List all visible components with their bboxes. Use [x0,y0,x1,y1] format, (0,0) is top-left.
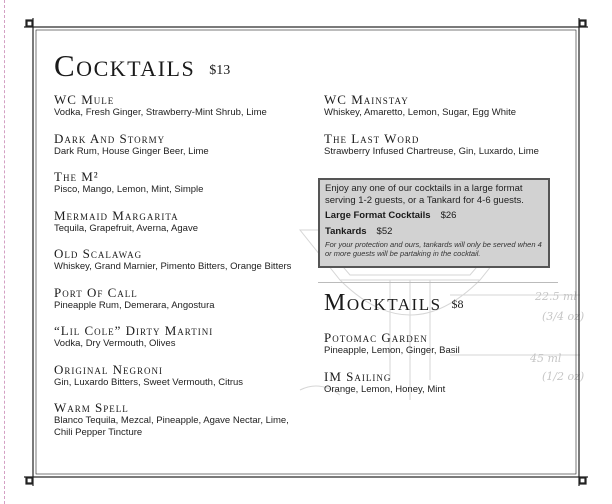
item-description: Gin, Luxardo Bitters, Sweet Vermouth, Citrus [54,376,244,388]
menu-item [324,92,564,119]
item-description: Pineapple, Lemon, Ginger, Basil [324,345,460,356]
menu-item [324,369,564,396]
item-name: Old Scalawag [54,246,143,261]
item-name: The M² [54,169,99,184]
item-description: Whiskey, Amaretto, Lemon, Sugar, Egg White [324,107,517,118]
menu-item [324,330,564,357]
watermark-label-3: 45 ml [530,352,562,365]
menu-item [324,131,564,158]
item-name: WC Mainstay [324,92,409,107]
large-format-label: Large Format Cocktails [325,210,431,221]
item-description: Blanco Tequila, Mezcal, Pineapple, Agave Nectar, Lime, Chili Pepper Tincture [54,415,289,438]
cocktails-title: Cocktails [54,48,196,83]
item-description: Whiskey, Grand Marnier, Pimento Bitters, Orange Bitters [54,261,292,272]
item-name: WC Mule [54,92,115,107]
item-description: Dark Rum, House Ginger Beer, Lime [54,145,209,157]
left-margin-rule [4,0,5,504]
item-name: Port Of Call [54,284,138,300]
menu-item [54,92,294,119]
item-description: Vodka, Dry Vermouth, Olives [54,338,176,349]
item-name: IM Sailing [324,368,392,384]
cocktails-heading [54,48,230,84]
item-description: Strawberry Infused Chartreuse, Gin, Luxardo, Lime [324,145,539,157]
item-description: Pineapple Rum, Demerara, Angostura [54,299,215,311]
menu-item [54,285,294,312]
cocktails-right-column [324,92,564,169]
menu-item [54,400,294,438]
item-name: Original Negroni [54,361,164,377]
section-divider [318,282,558,283]
watermark-label-2: (3/4 oz) [542,310,585,323]
menu-item [54,323,294,350]
tankard-price: $52 [376,226,393,237]
tankard-label: Tankards [325,226,367,237]
tankard-row [325,225,543,238]
watermark-label-1: 22.5 ml [535,290,577,303]
item-name: Mermaid Margarita [54,207,179,223]
item-description: Orange, Lemon, Honey, Mint [324,383,446,395]
menu-item [54,246,294,273]
menu-item [54,169,294,196]
mocktails-price: $8 [451,297,464,311]
menu-item [54,131,294,158]
tankard-note: For your protection and ours, tankards will only be served when 4 or more guests will be partaking in the cocktail. [325,240,542,258]
item-name: Warm Spell [54,400,129,415]
large-format-box [318,178,550,268]
item-name: The Last Word [324,130,420,146]
large-format-intro: Enjoy any one of our cocktails in a large format serving 1-2 guests, or a Tankard for 4-6 guests. [325,183,524,206]
item-name: Potomac Garden [324,330,428,345]
large-format-price: $26 [440,210,457,221]
item-name: Dark And Stormy [54,130,166,146]
mocktails-heading [324,290,464,317]
item-description: Pisco, Mango, Lemon, Mint, Simple [54,184,204,195]
cocktails-left-column [54,92,294,450]
item-description: Vodka, Fresh Ginger, Strawberry-Mint Shrub, Lime [54,107,267,118]
menu-item [54,208,294,235]
mocktails-column [324,330,564,407]
large-format-row [325,209,543,222]
item-name: “Lil Cole” Dirty Martini [54,323,214,338]
cocktails-price: $13 [209,63,231,78]
item-description: Tequila, Grapefruit, Averna, Agave [54,222,198,234]
mocktails-title: Mocktails [324,290,442,316]
watermark-label-4: (1/2 oz) [542,370,585,383]
menu-item [54,362,294,389]
